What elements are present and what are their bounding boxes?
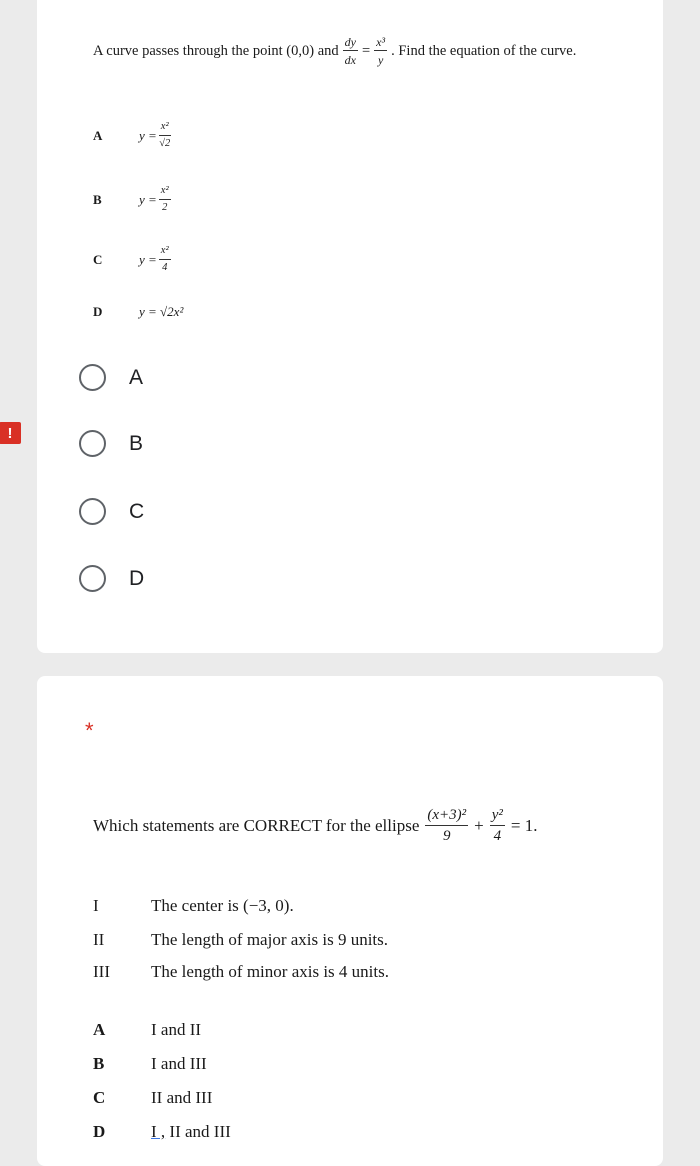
choice-b[interactable]	[79, 430, 143, 457]
option-letter: D	[93, 304, 103, 319]
fraction-numerator: (x+3)²	[425, 808, 468, 826]
question-2-text	[93, 808, 538, 844]
statement-text: The length of major axis is 9 units.	[151, 930, 389, 949]
option-lhs: y =	[139, 127, 157, 143]
choice-c[interactable]	[79, 498, 144, 525]
option-c-math	[139, 246, 171, 273]
choice-label: B	[129, 431, 144, 455]
option-c-row	[93, 246, 171, 273]
answer-text: I and III	[151, 1054, 207, 1073]
rhs-denominator: y	[377, 53, 384, 67]
derivative-fraction	[343, 36, 358, 66]
option-d-row	[93, 304, 183, 320]
equation-rhs: = 1.	[510, 816, 538, 835]
option-letter: A	[93, 127, 103, 143]
radio-button[interactable]	[79, 430, 106, 457]
statement-numeral: III	[93, 962, 110, 981]
answer-text: II and III	[151, 1088, 213, 1107]
required-asterisk: *	[85, 718, 94, 743]
derivative-denominator: dx	[344, 53, 356, 67]
radio-button[interactable]	[79, 498, 106, 525]
fraction-denominator: 4	[493, 828, 502, 844]
statement-text: The length of minor axis is 4 units.	[151, 962, 389, 981]
answer-option-a	[93, 1020, 201, 1040]
option-lhs: y =	[139, 251, 157, 267]
answer-option-d	[93, 1122, 231, 1142]
statement-numeral: II	[93, 930, 105, 949]
rhs-fraction	[374, 36, 387, 66]
choice-d[interactable]	[79, 565, 144, 592]
option-denominator: 2	[162, 201, 168, 213]
option-a-math	[139, 122, 171, 149]
answer-text: I and II	[151, 1020, 202, 1039]
question-1-text-after: . Find the equation of the curve.	[391, 42, 577, 59]
option-denominator: √2	[159, 137, 171, 149]
fraction-numerator: y²	[490, 808, 505, 826]
answer-option-b	[93, 1054, 207, 1074]
option-lhs: y =	[139, 191, 157, 207]
warning-icon[interactable]: !	[0, 422, 21, 444]
statement-numeral: I	[93, 896, 99, 915]
answer-letter: A	[93, 1020, 106, 1039]
option-fraction	[159, 186, 171, 213]
equals-sign: =	[361, 42, 371, 59]
statement-text: The center is (−3, 0).	[151, 896, 294, 915]
ellipse-fraction-1	[425, 808, 468, 844]
question-card-2	[37, 676, 663, 1166]
option-fraction	[159, 122, 171, 149]
choice-label: D	[129, 566, 145, 590]
choice-label: A	[129, 365, 144, 389]
question-2-stem: Which statements are CORRECT for the ellipse	[93, 816, 420, 835]
answer-letter: C	[93, 1088, 106, 1107]
statement-3	[93, 962, 389, 982]
plus-sign: +	[474, 816, 484, 835]
option-b-row	[93, 186, 171, 213]
question-1-text	[93, 36, 576, 66]
option-numerator: x²	[159, 246, 171, 260]
radio-button[interactable]	[79, 565, 106, 592]
option-d-math: y = √2x²	[139, 304, 184, 319]
statement-1	[93, 896, 294, 916]
option-fraction	[159, 246, 171, 273]
option-b-math	[139, 186, 171, 213]
choice-label: C	[129, 499, 145, 523]
question-card-1	[37, 0, 663, 653]
choice-a[interactable]	[79, 364, 143, 391]
answer-letter: B	[93, 1054, 105, 1073]
option-denominator: 4	[162, 261, 168, 273]
answer-option-c	[93, 1088, 212, 1108]
rhs-numerator: x³	[376, 35, 386, 49]
answer-text: II and III	[165, 1122, 231, 1141]
question-1-text-before: A curve passes through the point (0,0) and	[93, 42, 339, 59]
answer-letter: D	[93, 1122, 106, 1141]
option-a-row	[93, 122, 171, 149]
derivative-numerator: dy	[344, 35, 356, 49]
answer-text-underlined: I ,	[151, 1122, 166, 1141]
option-numerator: x²	[159, 186, 171, 200]
option-letter: B	[93, 191, 102, 207]
ellipse-fraction-2	[490, 808, 505, 844]
option-numerator: x²	[159, 122, 171, 136]
fraction-denominator: 9	[443, 828, 451, 844]
radio-button[interactable]	[79, 364, 106, 391]
option-letter: C	[93, 251, 103, 267]
statement-2	[93, 930, 388, 950]
